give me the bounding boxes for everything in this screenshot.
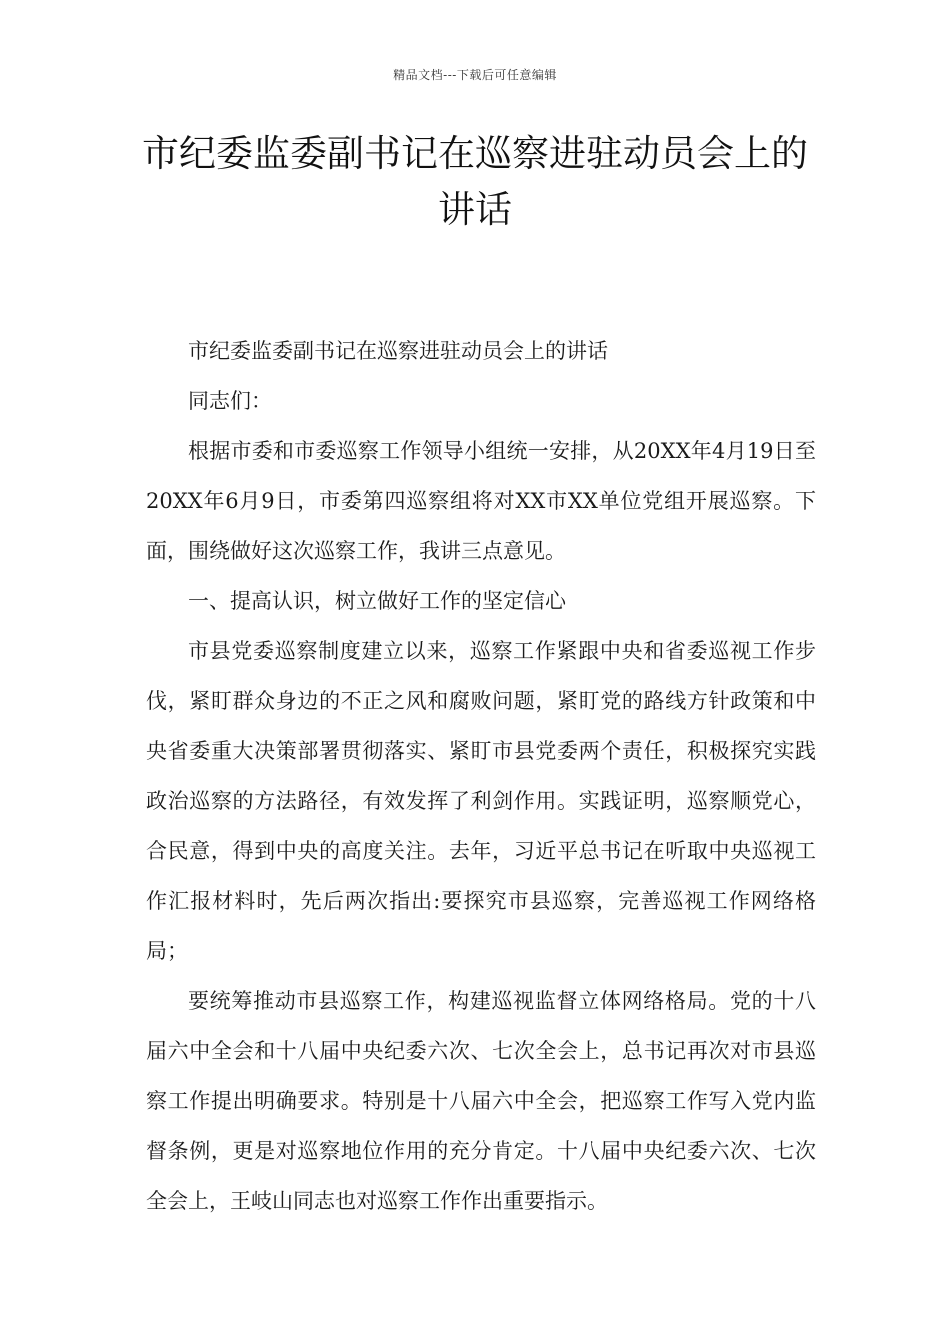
paragraph-body-2: 要统筹推动市县巡察工作，构建巡视监督立体网络格局。党的十八届六中全会和十八届中央纪委六次、七次全会上，总书记再次对市县巡察工作提出明确要求。特别是十八届六中全会，把巡察工作写入党内监督条例，更是对巡察地位作用的充分肯定。十八届中央纪委六次、七次全会上，王岐山同志也对巡察工作作出重要指示。 <box>146 989 816 1213</box>
paragraph-subtitle: 市纪委监委副书记在巡察进驻动员会上的讲话 <box>188 339 608 363</box>
paragraph-salutation: 同志们： <box>188 389 272 413</box>
paragraph-body-1: 市县党委巡察制度建立以来，巡察工作紧跟中央和省委巡视工作步伐，紧盯群众身边的不正之风和腐败问题，紧盯党的路线方针政策和中央省委重大决策部署贯彻落实、紧盯市县党委两个责任，积极探究实践政治巡察的方法路径，有效发挥了利剑作用。实践证明，巡察顺党心，合民意，得到中央的高度关注。去年，习近平总书记在听取中央巡视工作汇报材料时，先后两次指出:要探究市县巡察，完善巡视工作网络格局； <box>146 639 816 963</box>
document-title: 市纪委监委副书记在巡察进驻动员会上的讲话 <box>142 132 808 231</box>
paragraph-section-heading: 一、提高认识，树立做好工作的坚定信心 <box>188 589 566 613</box>
document-body <box>146 326 816 1226</box>
header-note: 精品文档---下载后可任意编辑 <box>393 68 557 82</box>
paragraph-intro: 根据市委和市委巡察工作领导小组统一安排，从20XX年4月19日至20XX年6月9日，市委第四巡察组将对XX市XX单位党组开展巡察。下面，围绕做好这次巡察工作，我讲三点意见。 <box>146 439 816 563</box>
